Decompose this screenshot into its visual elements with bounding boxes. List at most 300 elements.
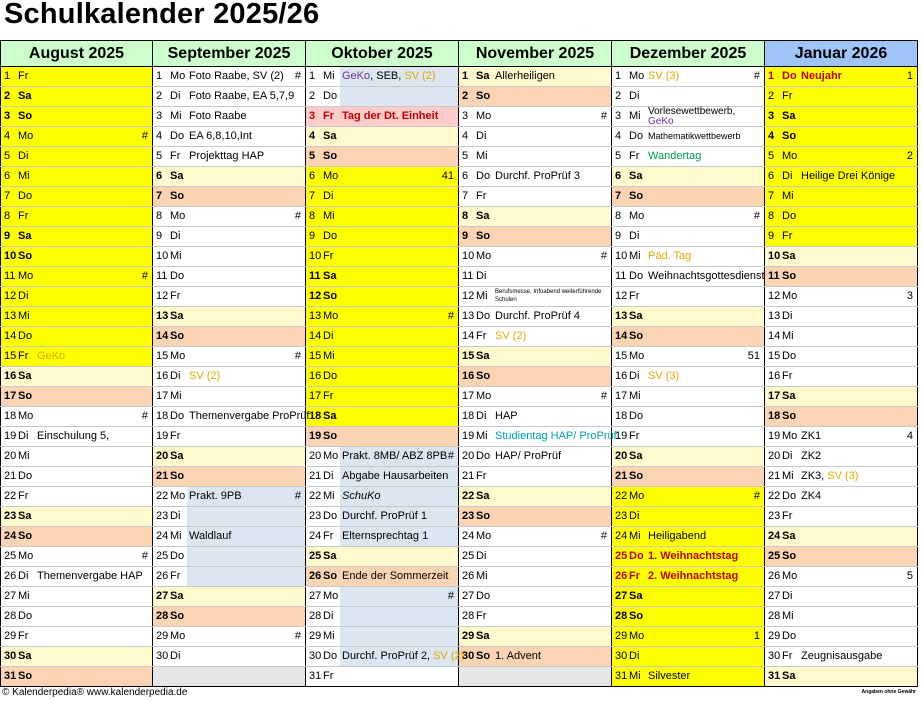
day-number: 10 — [615, 250, 628, 262]
day-cell[interactable] — [153, 647, 306, 667]
weekday: Do — [170, 410, 185, 422]
day-cell[interactable] — [765, 187, 918, 207]
day-cell[interactable] — [306, 587, 459, 607]
day-cell[interactable] — [765, 347, 918, 367]
day-row — [1, 667, 918, 687]
weekday: Mi — [629, 530, 641, 542]
day-cell[interactable] — [765, 67, 918, 87]
day-cell[interactable] — [1, 67, 153, 87]
event-text — [495, 327, 609, 346]
day-cell[interactable] — [765, 167, 918, 187]
day-cell[interactable] — [612, 127, 765, 147]
event-text — [342, 447, 456, 466]
day-number: 3 — [309, 110, 316, 122]
event-segment: Zeugnisausgabe — [801, 650, 883, 662]
event-segment: SV (3) — [648, 70, 680, 82]
day-cell[interactable] — [459, 507, 612, 527]
day-cell[interactable] — [1, 407, 153, 427]
day-cell[interactable] — [765, 107, 918, 127]
day-cell[interactable] — [1, 667, 153, 687]
day-cell[interactable] — [765, 447, 918, 467]
day-cell[interactable] — [612, 527, 765, 547]
day-number: 5 — [462, 150, 469, 162]
day-cell[interactable] — [306, 407, 459, 427]
event-text — [189, 107, 303, 126]
weekday: Mi — [782, 610, 794, 622]
day-cell[interactable] — [612, 227, 765, 247]
day-cell[interactable] — [306, 607, 459, 627]
day-cell[interactable] — [153, 87, 306, 107]
weekday: Do — [18, 470, 33, 482]
day-cell[interactable] — [1, 527, 153, 547]
footer-copyright: © Kalenderpedia® www.kalenderpedia.de — [2, 687, 188, 698]
day-number: 6 — [4, 170, 11, 182]
day-number: 12 — [615, 290, 628, 302]
day-cell[interactable] — [765, 307, 918, 327]
day-cell[interactable] — [153, 427, 306, 447]
weekday: Fr — [782, 90, 793, 102]
day-cell[interactable] — [765, 147, 918, 167]
day-cell[interactable] — [306, 327, 459, 347]
day-number: 1 — [4, 70, 11, 82]
day-cell[interactable] — [459, 307, 612, 327]
weekday: Mo — [170, 490, 186, 502]
day-cell[interactable] — [1, 247, 153, 267]
day-cell[interactable] — [1, 187, 153, 207]
day-cell[interactable] — [765, 647, 918, 667]
day-number: 18 — [462, 410, 475, 422]
weekday: So — [323, 290, 338, 302]
weekday: Mo — [18, 550, 34, 562]
day-cell[interactable] — [459, 107, 612, 127]
day-cell[interactable] — [612, 567, 765, 587]
weekday: Do — [782, 70, 797, 82]
day-cell[interactable] — [765, 87, 918, 107]
day-number: 31 — [615, 670, 628, 682]
day-number: 30 — [768, 650, 781, 662]
page-title: Schulkalender 2025/26 — [4, 0, 320, 30]
day-cell[interactable] — [306, 467, 459, 487]
weekday: Fr — [170, 150, 181, 162]
day-cell[interactable] — [153, 287, 306, 307]
day-cell[interactable] — [306, 207, 459, 227]
day-number: 16 — [4, 370, 17, 382]
weekday: Mi — [170, 110, 182, 122]
week-number: # — [447, 450, 454, 462]
day-cell[interactable] — [1, 627, 153, 647]
weekday: Sa — [170, 590, 184, 602]
day-cell[interactable] — [459, 587, 612, 607]
day-number: 18 — [309, 410, 322, 422]
day-cell[interactable] — [612, 587, 765, 607]
day-cell[interactable] — [1, 607, 153, 627]
day-row — [1, 487, 918, 507]
day-cell[interactable] — [153, 567, 306, 587]
day-number: 26 — [309, 570, 322, 582]
day-number: 24 — [4, 530, 17, 542]
month-header: August 2025 — [1, 41, 153, 67]
day-cell[interactable] — [459, 67, 612, 87]
event-text — [495, 288, 609, 304]
day-cell[interactable] — [306, 247, 459, 267]
day-cell[interactable] — [765, 487, 918, 507]
day-cell[interactable] — [612, 67, 765, 87]
day-row — [1, 287, 918, 307]
day-number: 21 — [156, 470, 169, 482]
day-cell[interactable] — [153, 187, 306, 207]
day-cell[interactable] — [765, 587, 918, 607]
day-row — [1, 87, 918, 107]
day-number: 16 — [615, 370, 628, 382]
day-cell[interactable] — [153, 127, 306, 147]
event-text — [342, 67, 456, 86]
day-cell[interactable] — [306, 307, 459, 327]
day-cell[interactable] — [153, 247, 306, 267]
day-number: 14 — [4, 330, 17, 342]
day-cell[interactable] — [306, 567, 459, 587]
day-cell[interactable] — [153, 447, 306, 467]
day-cell[interactable] — [306, 507, 459, 527]
weekday: Mi — [629, 250, 641, 262]
day-cell[interactable] — [306, 267, 459, 287]
day-cell[interactable] — [459, 167, 612, 187]
weekday: So — [782, 130, 797, 142]
day-cell[interactable] — [306, 147, 459, 167]
day-cell[interactable] — [306, 647, 465, 667]
day-number: 4 — [462, 130, 469, 142]
day-cell[interactable] — [1, 507, 153, 527]
day-cell[interactable] — [153, 267, 306, 287]
day-cell[interactable] — [612, 147, 765, 167]
day-cell[interactable] — [765, 527, 918, 547]
day-cell[interactable] — [153, 527, 306, 547]
day-cell[interactable] — [459, 627, 612, 647]
week-number: # — [753, 210, 760, 222]
day-cell[interactable] — [1, 327, 153, 347]
event-text — [342, 567, 456, 586]
weekday: Fr — [170, 290, 181, 302]
day-number: 29 — [462, 630, 475, 642]
day-cell[interactable] — [153, 307, 306, 327]
day-cell[interactable] — [459, 127, 612, 147]
day-cell[interactable] — [1, 567, 153, 587]
weekday: Sa — [629, 450, 643, 462]
day-cell[interactable] — [459, 327, 612, 347]
day-cell[interactable] — [1, 207, 153, 227]
day-number: 12 — [156, 290, 169, 302]
day-cell[interactable] — [153, 207, 306, 227]
day-cell[interactable] — [765, 367, 918, 387]
day-number: 22 — [615, 490, 628, 502]
day-cell[interactable] — [153, 107, 306, 127]
day-number: 12 — [309, 290, 322, 302]
day-cell[interactable] — [765, 247, 918, 267]
day-cell[interactable] — [612, 507, 765, 527]
event-text — [648, 667, 762, 686]
event-highlight — [340, 87, 458, 106]
day-cell[interactable] — [459, 487, 612, 507]
day-cell[interactable] — [153, 147, 306, 167]
day-cell[interactable] — [153, 227, 306, 247]
day-cell[interactable] — [1, 107, 153, 127]
event-segment: Projekttag HAP — [189, 150, 265, 162]
weekday: Fr — [629, 570, 640, 582]
day-number: 25 — [615, 550, 628, 562]
day-number: 6 — [615, 170, 622, 182]
day-cell[interactable] — [306, 487, 459, 507]
day-cell[interactable] — [153, 467, 306, 487]
day-number: 27 — [462, 590, 475, 602]
day-cell[interactable] — [1, 587, 153, 607]
weekday: So — [18, 110, 33, 122]
day-cell[interactable] — [612, 107, 765, 127]
event-segment: HAP — [495, 410, 518, 422]
day-cell[interactable] — [306, 387, 459, 407]
day-cell[interactable] — [612, 367, 765, 387]
day-cell[interactable] — [765, 287, 918, 307]
day-cell[interactable] — [612, 647, 765, 667]
day-cell[interactable] — [1, 647, 153, 667]
day-cell[interactable] — [153, 347, 306, 367]
day-cell[interactable] — [459, 187, 612, 207]
weekday: Fr — [323, 390, 334, 402]
day-cell[interactable] — [1, 387, 153, 407]
day-cell[interactable] — [765, 547, 918, 567]
day-cell[interactable] — [612, 167, 765, 187]
day-number: 14 — [462, 330, 475, 342]
day-cell[interactable] — [612, 247, 765, 267]
weekday: Di — [170, 510, 181, 522]
weekday: Sa — [18, 510, 32, 522]
day-cell[interactable] — [459, 607, 612, 627]
day-cell[interactable] — [153, 587, 306, 607]
day-cell[interactable] — [612, 87, 765, 107]
day-cell[interactable] — [1, 287, 153, 307]
day-number: 26 — [768, 570, 781, 582]
day-cell[interactable] — [612, 387, 765, 407]
day-cell[interactable] — [153, 487, 306, 507]
day-cell[interactable] — [612, 407, 765, 427]
day-cell[interactable] — [306, 367, 459, 387]
day-cell[interactable] — [765, 567, 918, 587]
day-number: 19 — [156, 430, 169, 442]
day-cell[interactable] — [306, 347, 459, 367]
day-row — [1, 327, 918, 347]
weekday: Sa — [782, 390, 796, 402]
month-header: November 2025 — [459, 41, 612, 67]
day-cell[interactable] — [306, 227, 459, 247]
day-cell[interactable] — [306, 447, 459, 467]
day-cell[interactable] — [306, 627, 459, 647]
day-cell[interactable] — [612, 447, 765, 467]
day-cell[interactable] — [306, 187, 459, 207]
weekday: So — [170, 610, 185, 622]
day-number: 2 — [615, 90, 622, 102]
day-cell[interactable] — [1, 227, 153, 247]
day-cell[interactable] — [153, 167, 306, 187]
day-cell[interactable] — [612, 187, 765, 207]
day-cell[interactable] — [306, 127, 459, 147]
day-cell[interactable] — [765, 327, 918, 347]
weekday: Mi — [782, 470, 794, 482]
day-number: 20 — [462, 450, 475, 462]
day-cell[interactable] — [1, 347, 153, 367]
day-cell[interactable] — [765, 407, 918, 427]
day-cell[interactable] — [459, 287, 612, 307]
day-cell[interactable] — [765, 227, 918, 247]
day-cell[interactable] — [153, 547, 306, 567]
day-cell[interactable] — [459, 267, 612, 287]
day-cell[interactable] — [459, 547, 612, 567]
event-text — [342, 507, 456, 526]
weekday: Do — [782, 350, 797, 362]
day-cell[interactable] — [459, 427, 617, 447]
day-cell[interactable] — [765, 607, 918, 627]
day-cell[interactable] — [612, 267, 765, 287]
weekday: Mi — [629, 670, 641, 682]
event-text — [37, 347, 150, 366]
weekday: Do — [629, 270, 644, 282]
day-cell[interactable] — [459, 647, 612, 667]
weekday: Fr — [629, 290, 640, 302]
event-segment: 2. Weihnachtstag — [648, 570, 739, 582]
day-cell[interactable] — [153, 407, 310, 427]
day-cell[interactable] — [459, 467, 612, 487]
day-cell[interactable] — [306, 67, 459, 87]
day-number: 26 — [462, 570, 475, 582]
weekday: Do — [782, 490, 797, 502]
weekday: Mo — [782, 290, 798, 302]
day-cell[interactable] — [306, 527, 459, 547]
day-cell[interactable] — [765, 627, 918, 647]
day-number: 2 — [4, 90, 11, 102]
weekday: Mi — [476, 290, 488, 302]
day-cell[interactable] — [459, 367, 612, 387]
day-row — [1, 227, 918, 247]
day-cell[interactable] — [612, 287, 765, 307]
event-segment: Durchf. ProPrüf 2, — [342, 650, 434, 662]
day-cell[interactable] — [765, 507, 918, 527]
day-cell[interactable] — [306, 167, 459, 187]
day-cell[interactable] — [459, 87, 612, 107]
day-cell[interactable] — [153, 667, 306, 687]
day-cell[interactable] — [1, 467, 153, 487]
week-number: # — [447, 310, 454, 322]
day-cell[interactable] — [306, 427, 459, 447]
day-number: 6 — [768, 170, 775, 182]
day-cell[interactable] — [612, 427, 765, 447]
day-cell[interactable] — [153, 67, 306, 87]
day-cell[interactable] — [459, 667, 612, 687]
day-cell[interactable] — [153, 627, 306, 647]
day-cell[interactable] — [459, 347, 612, 367]
day-cell[interactable] — [1, 427, 153, 447]
day-cell[interactable] — [153, 507, 306, 527]
day-number: 10 — [4, 250, 17, 262]
day-cell[interactable] — [1, 87, 153, 107]
event-text — [189, 527, 303, 546]
day-cell[interactable] — [765, 427, 918, 447]
day-cell[interactable] — [153, 367, 306, 387]
day-cell[interactable] — [459, 207, 612, 227]
day-row — [1, 207, 918, 227]
day-cell[interactable] — [765, 667, 918, 687]
day-cell[interactable] — [153, 387, 306, 407]
event-text — [648, 127, 762, 146]
day-cell[interactable] — [1, 447, 153, 467]
day-cell[interactable] — [1, 127, 153, 147]
weekday: Mo — [629, 210, 645, 222]
day-cell[interactable] — [306, 87, 459, 107]
day-row — [1, 167, 918, 187]
day-cell[interactable] — [459, 447, 612, 467]
day-cell[interactable] — [612, 307, 765, 327]
day-cell[interactable] — [1, 147, 153, 167]
day-cell[interactable] — [153, 327, 306, 347]
day-row — [1, 547, 918, 567]
day-cell[interactable] — [1, 547, 153, 567]
weekday: Do — [170, 550, 185, 562]
day-cell[interactable] — [1, 167, 153, 187]
day-cell[interactable] — [306, 287, 459, 307]
day-cell[interactable] — [765, 127, 918, 147]
day-cell[interactable] — [459, 247, 612, 267]
day-cell[interactable] — [612, 667, 765, 687]
day-cell[interactable] — [459, 147, 612, 167]
day-cell[interactable] — [612, 487, 765, 507]
day-cell[interactable] — [1, 267, 153, 287]
day-cell[interactable] — [459, 387, 612, 407]
day-cell[interactable] — [765, 387, 918, 407]
day-cell[interactable] — [765, 207, 918, 227]
day-cell[interactable] — [612, 327, 765, 347]
day-cell[interactable] — [459, 527, 612, 547]
day-cell[interactable] — [612, 207, 765, 227]
weekday: So — [476, 90, 491, 102]
event-text — [801, 427, 915, 446]
day-cell[interactable] — [306, 667, 459, 687]
day-number: 23 — [309, 510, 322, 522]
day-cell[interactable] — [306, 547, 459, 567]
day-number: 17 — [4, 390, 17, 402]
day-cell[interactable] — [459, 567, 612, 587]
day-cell[interactable] — [612, 467, 765, 487]
weekday: Mi — [323, 70, 335, 82]
day-number: 21 — [462, 470, 475, 482]
day-number: 31 — [309, 670, 322, 682]
day-number: 21 — [768, 470, 781, 482]
day-cell[interactable] — [612, 607, 765, 627]
day-cell[interactable] — [1, 307, 153, 327]
day-cell[interactable] — [1, 487, 153, 507]
day-cell[interactable] — [459, 227, 612, 247]
day-cell[interactable] — [612, 627, 765, 647]
day-cell[interactable] — [153, 607, 306, 627]
day-cell[interactable] — [306, 107, 459, 127]
day-cell[interactable] — [765, 267, 918, 287]
weekday: Do — [476, 450, 491, 462]
event-segment: Einschulung 5, — [37, 430, 110, 442]
weekday: Do — [323, 370, 338, 382]
day-cell[interactable] — [459, 407, 612, 427]
weekday: So — [323, 150, 338, 162]
weekday: Mo — [782, 570, 798, 582]
day-cell[interactable] — [765, 467, 918, 487]
day-cell[interactable] — [612, 347, 765, 367]
event-segment: SV (2) — [495, 330, 527, 342]
day-cell[interactable] — [1, 367, 153, 387]
day-cell[interactable] — [612, 547, 765, 567]
